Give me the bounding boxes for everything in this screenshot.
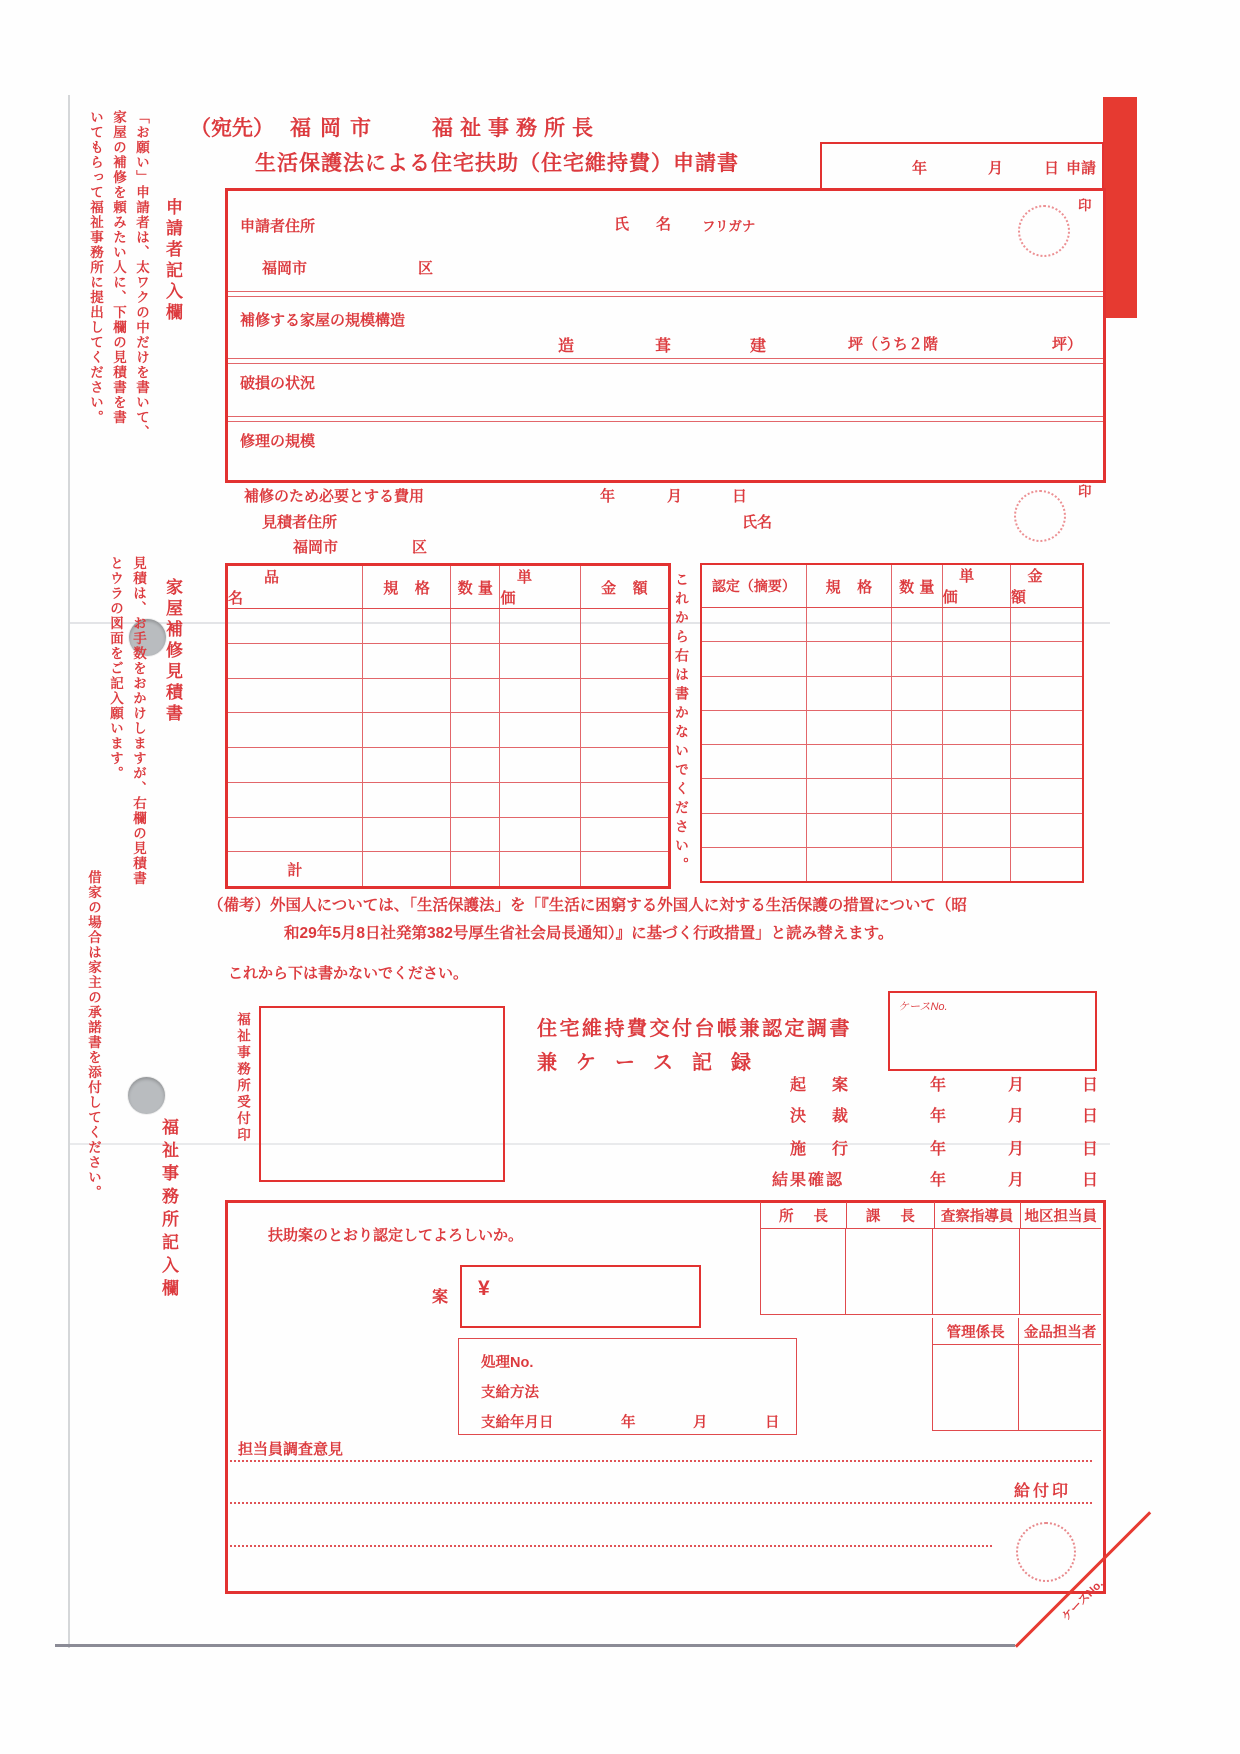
month-label: 月 <box>1008 1141 1025 1158</box>
stamp-header-district-officer: 地区担当員 <box>1024 1208 1097 1225</box>
opinion-rule-line <box>230 1545 992 1547</box>
total-label: 計 <box>228 852 363 886</box>
process-no-label: 処理No. <box>481 1355 534 1371</box>
estimate-table-row <box>228 644 668 679</box>
payment-stamp-circle <box>1016 1522 1076 1582</box>
decision-label: 起案 <box>790 1077 875 1094</box>
payment-stamp-label: 給付印 <box>1014 1483 1072 1500</box>
unit-tsubo-close: 坪） <box>1052 336 1083 353</box>
estimate-table-row <box>228 609 668 644</box>
month-label: 月 <box>693 1415 708 1431</box>
estimator-name-label: 氏名 <box>742 514 773 531</box>
estimate-table-row <box>228 713 668 748</box>
estimator-address-label: 見積者住所 <box>262 514 338 531</box>
case-no-box <box>888 991 1097 1071</box>
remarks-line1: （備考）外国人については、「生活保護法」を「『生活に困窮する外国人に対する生活保護の措置について（昭 <box>208 897 967 914</box>
rental-note: 借家の場合は家主の承諾書を添付してください。 <box>86 870 101 1200</box>
day-label: 日 <box>1082 1108 1099 1125</box>
addressee-city: 福岡市 <box>290 117 380 140</box>
applicant-seal-label: 印 <box>1078 198 1092 213</box>
scan-bottom-line <box>55 1644 1015 1647</box>
col-header-qty: 数量 <box>451 566 500 608</box>
estimate-table-row <box>228 818 668 853</box>
ledger-title-line2: 兼ケース記録 <box>537 1052 770 1074</box>
stamp-header-goods-officer: 金品担当者 <box>1023 1324 1097 1341</box>
day-label: 日 <box>1082 1172 1099 1189</box>
col-header-unitprice: 単価 <box>943 565 1011 607</box>
month-label: 月 <box>1008 1172 1025 1189</box>
year-label: 年 <box>930 1077 947 1094</box>
assessment-table-row <box>702 814 1082 848</box>
request-note-line: 家屋の補修を頼みたい人に、下欄の見積書を書 <box>111 110 126 425</box>
plan-label: 案 <box>432 1289 449 1306</box>
estimator-ward: 区 <box>412 539 428 556</box>
col-header-spec: 規格 <box>807 565 892 607</box>
decision-label: 結果確認 <box>772 1172 845 1189</box>
year-label: 年 <box>930 1172 947 1189</box>
col-header-assessment: 認定（摘要） <box>702 565 807 607</box>
estimate-items-table <box>225 563 671 889</box>
col-header-qty: 数量 <box>892 565 943 607</box>
opinion-label: 担当員調査意見 <box>238 1441 344 1458</box>
payment-date-label: 支給年月日 <box>481 1415 554 1431</box>
estimate-note <box>104 556 150 906</box>
col-header-item: 品名 <box>228 566 363 608</box>
case-no-label: ケースNo. <box>898 1001 948 1013</box>
stamp-header-director: 所長 <box>761 1202 847 1228</box>
unit-date: 建 <box>750 338 767 355</box>
estimate-note-line: とウラの図面をご記入願います。 <box>108 556 123 781</box>
stamp-header-inspector: 査察指導員 <box>935 1202 1021 1228</box>
stamp-cells <box>933 1345 1101 1430</box>
request-note-line: いてもらって福祉事務所に提出してください。 <box>88 110 103 425</box>
assessment-table-row <box>702 677 1082 711</box>
assessment-table <box>700 563 1084 883</box>
estimate-table-header-row <box>228 566 668 609</box>
applicant-seal-circle <box>1018 205 1070 257</box>
addressee-prefix: （宛先） <box>190 117 274 140</box>
application-date-box <box>820 142 1104 190</box>
stamp-header-admin-chief: 管理係長 <box>933 1318 1019 1344</box>
date-day-label: 日 <box>1044 160 1060 177</box>
receipt-stamp-box <box>259 1006 505 1182</box>
approval-question: 扶助案のとおり認定してよろしいか。 <box>268 1227 524 1244</box>
day-label: 日 <box>1082 1077 1099 1094</box>
receipt-stamp-label: 福祉事務所受付印 <box>235 1012 250 1144</box>
red-edge-band <box>1103 97 1137 318</box>
decision-label: 施行 <box>790 1141 875 1158</box>
yen-sign: ¥ <box>478 1277 490 1300</box>
form-title: 生活保護法による住宅扶助（住宅維持費）申請書 <box>255 152 739 175</box>
year-label: 年 <box>930 1141 947 1158</box>
scan-edge-line <box>68 95 70 1648</box>
applicant-entry-box <box>225 188 1106 483</box>
repair-label: 修理の規模 <box>240 433 316 450</box>
decision-label: 決裁 <box>790 1108 875 1125</box>
estimate-table-row <box>228 679 668 714</box>
decision-row-shiko <box>770 1136 1110 1158</box>
assessment-table-row <box>702 642 1082 676</box>
stamp-header-section-chief: 課長 <box>847 1202 935 1228</box>
estimator-city: 福岡市 <box>293 539 339 556</box>
handling-stamp-grid <box>932 1318 1101 1431</box>
date-month-label: 月 <box>988 160 1004 177</box>
date-year-label: 年 <box>912 160 928 177</box>
unit-tsubo-open: 坪（うち２階 <box>848 336 939 353</box>
punch-hole-bottom <box>128 1077 165 1114</box>
applicant-address-label: 申請者住所 <box>240 218 316 235</box>
section-label-applicant: 申請者記入欄 <box>163 198 182 324</box>
estimate-table-row <box>228 783 668 818</box>
decision-row-kian <box>770 1072 1110 1094</box>
damage-label: 破損の状況 <box>240 375 316 392</box>
estimate-table-row <box>228 748 668 783</box>
applicant-ward: 区 <box>418 260 434 277</box>
estimate-cost-label: 補修のため必要とする費用 <box>244 488 425 505</box>
decision-row-kessai <box>770 1103 1110 1125</box>
furigana-label: フリガナ <box>702 219 756 234</box>
assessment-table-row <box>702 745 1082 779</box>
row-divider <box>228 358 1103 364</box>
corner-case-no-label: ケースNo. <box>1060 1577 1106 1624</box>
section-label-office: 福祉事務所記入欄 <box>159 1118 178 1302</box>
assessment-table-row <box>702 608 1082 642</box>
year-label: 年 <box>621 1415 636 1431</box>
col-header-spec: 規格 <box>363 566 451 608</box>
year-label: 年 <box>930 1108 947 1125</box>
stamp-cells <box>761 1229 1101 1314</box>
row-divider <box>228 291 1103 297</box>
assessment-table-row <box>702 779 1082 813</box>
day-label: 日 <box>765 1415 780 1431</box>
month-label: 月 <box>1008 1077 1025 1094</box>
estimate-table-total-row <box>228 852 668 886</box>
assessment-table-row <box>702 711 1082 745</box>
unit-buki: 葺 <box>655 338 672 355</box>
structure-label: 補修する家屋の規模構造 <box>240 312 406 329</box>
amount-box <box>460 1265 701 1328</box>
col-header-amount: 金額 <box>1010 568 1059 606</box>
approval-stamp-grid <box>760 1202 1101 1315</box>
estimator-seal-label: 印 <box>1078 484 1092 499</box>
remarks-line2: 和29年5月8日社発第382号厚生省社会局長通知）』に基づく行政措置」と読み替えます。 <box>284 925 894 942</box>
assessment-table-header-row <box>702 565 1082 608</box>
request-note <box>84 110 153 470</box>
col-header-unitprice: 単価 <box>500 566 580 608</box>
decision-row-kekkakakunin <box>770 1167 1110 1189</box>
ledger-title-line1: 住宅維持費交付台帳兼認定調書 <box>537 1018 852 1040</box>
payment-process-box <box>458 1338 797 1435</box>
no-write-below-note: これから下は書かないでください。 <box>228 965 469 982</box>
col-header-amount: 金額 <box>601 579 665 597</box>
assessment-table-row <box>702 848 1082 881</box>
day-label: 日 <box>1082 1141 1099 1158</box>
apply-label: 申請 <box>1066 160 1097 177</box>
estimate-day: 日 <box>732 488 748 505</box>
unit-zou: 造 <box>558 338 575 355</box>
addressee-office: 福祉事務所長 <box>432 117 600 140</box>
opinion-rule-line <box>230 1502 1092 1504</box>
opinion-rule-line <box>230 1460 1092 1462</box>
row-divider <box>228 416 1103 422</box>
applicant-city: 福岡市 <box>262 260 308 277</box>
applicant-name-label: 氏 名 <box>614 216 678 233</box>
estimate-year: 年 <box>600 488 616 505</box>
no-write-right-note: これから右は書かないでください。 <box>674 572 690 876</box>
estimate-note-line: 見積は、お手数をおかけしますが、右欄の見積書 <box>131 556 146 886</box>
payment-method-label: 支給方法 <box>481 1385 539 1401</box>
estimator-seal-circle <box>1014 490 1066 542</box>
section-label-estimate: 家屋補修見積書 <box>163 578 182 725</box>
estimate-month: 月 <box>667 488 683 505</box>
month-label: 月 <box>1008 1108 1025 1125</box>
request-note-line: 「お願い」申請者は、太ワクの中だけを書いて、 <box>134 110 149 440</box>
